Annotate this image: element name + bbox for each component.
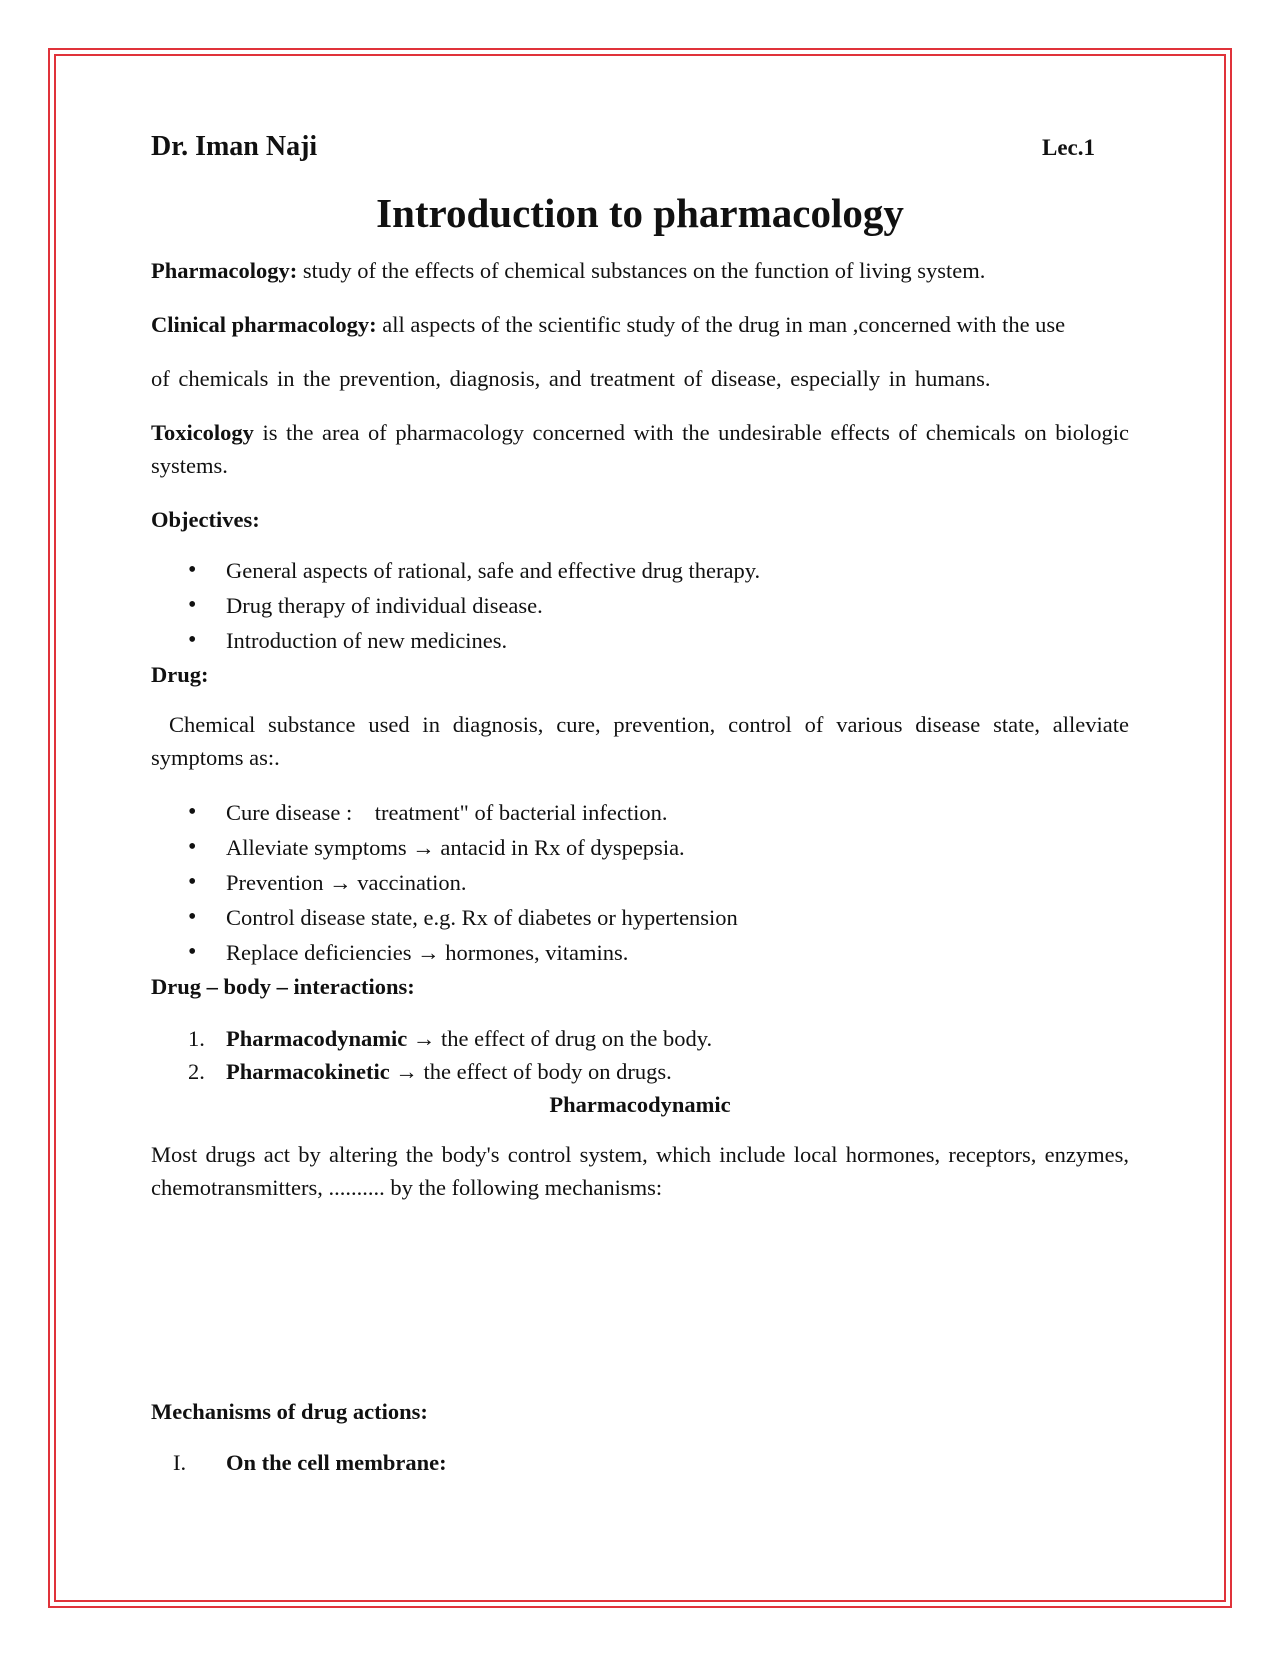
list-item: • Introduction of new medicines. (151, 623, 1129, 658)
list-item: • Cure disease : treatment" of bacterial infection. (151, 795, 1129, 830)
item-number: 2. (188, 1059, 205, 1084)
list-item: • General aspects of rational, safe and effective drug therapy. (151, 553, 1129, 588)
page-header (151, 130, 1129, 170)
objectives-list (151, 553, 1129, 658)
clinical-pharmacology-text: all aspects of the scientific study of the drug in man ,concerned with the use (376, 312, 1066, 337)
item-text: On the cell membrane: (226, 1450, 447, 1475)
document-body (151, 130, 1129, 1480)
item-term: Pharmacodynamic (226, 1026, 408, 1051)
mechanisms-heading: Mechanisms of drug actions: (151, 1399, 428, 1424)
list-item (151, 1022, 1129, 1055)
list-item: • Alleviate symptoms → antacid in Rx of dyspepsia. (151, 830, 1129, 865)
item-number: 1. (188, 1026, 205, 1051)
list-item: • Control disease state, e.g. Rx of diabetes or hypertension (151, 900, 1129, 935)
pharmacology-text: study of the effects of chemical substances on the function of living system. (297, 258, 986, 283)
drug-heading: Drug: (151, 662, 209, 687)
pharmacodynamic-text: Most drugs act by altering the body's control system, which include local hormones, receptors, enzymes, chemotransmitters, .......... by the following mechanisms: (151, 1142, 1129, 1200)
drug-definition: Chemical substance used in diagnosis, cure, prevention, control of various disease state, alleviate symptoms as:. (151, 712, 1129, 770)
blank-space (151, 1225, 1129, 1395)
list-item: • Prevention → vaccination. (151, 865, 1129, 900)
item-number: I. (173, 1450, 187, 1475)
toxicology-definition (151, 416, 1129, 482)
lecture-number: Lec.1 (1041, 135, 1095, 160)
pharmacodynamic-heading: Pharmacodynamic (549, 1092, 731, 1117)
pharmacology-term: Pharmacology: (151, 258, 298, 283)
clinical-pharmacology-definition (151, 308, 1129, 341)
drug-uses-list (151, 795, 1129, 970)
toxicology-term: Toxicology (151, 420, 254, 445)
clinical-pharmacology-term: Clinical pharmacology: (151, 312, 377, 337)
item-term: Pharmacokinetic (226, 1059, 390, 1084)
objectives-heading: Objectives: (151, 507, 260, 532)
page-title: Introduction to pharmacology (376, 190, 904, 236)
toxicology-text: is the area of pharmacology concerned with the undesirable effects of chemicals on biologic systems. (151, 420, 1129, 478)
interactions-list (151, 1022, 1129, 1088)
pharmacology-definition (151, 254, 1129, 287)
interactions-heading: Drug – body – interactions: (151, 974, 415, 999)
list-item: • Replace deficiencies → hormones, vitamins. (151, 935, 1129, 970)
clinical-pharmacology-continuation: of chemicals in the prevention, diagnosis, and treatment of disease, especially in humans. (151, 366, 991, 391)
mechanism-item (151, 1446, 1129, 1480)
author-name: Dr. Iman Naji (151, 131, 318, 162)
list-item (151, 1055, 1129, 1088)
list-item: • Drug therapy of individual disease. (151, 588, 1129, 623)
item-text: → the effect of body on drugs. (389, 1059, 672, 1084)
item-text: → the effect of drug on the body. (407, 1026, 713, 1051)
